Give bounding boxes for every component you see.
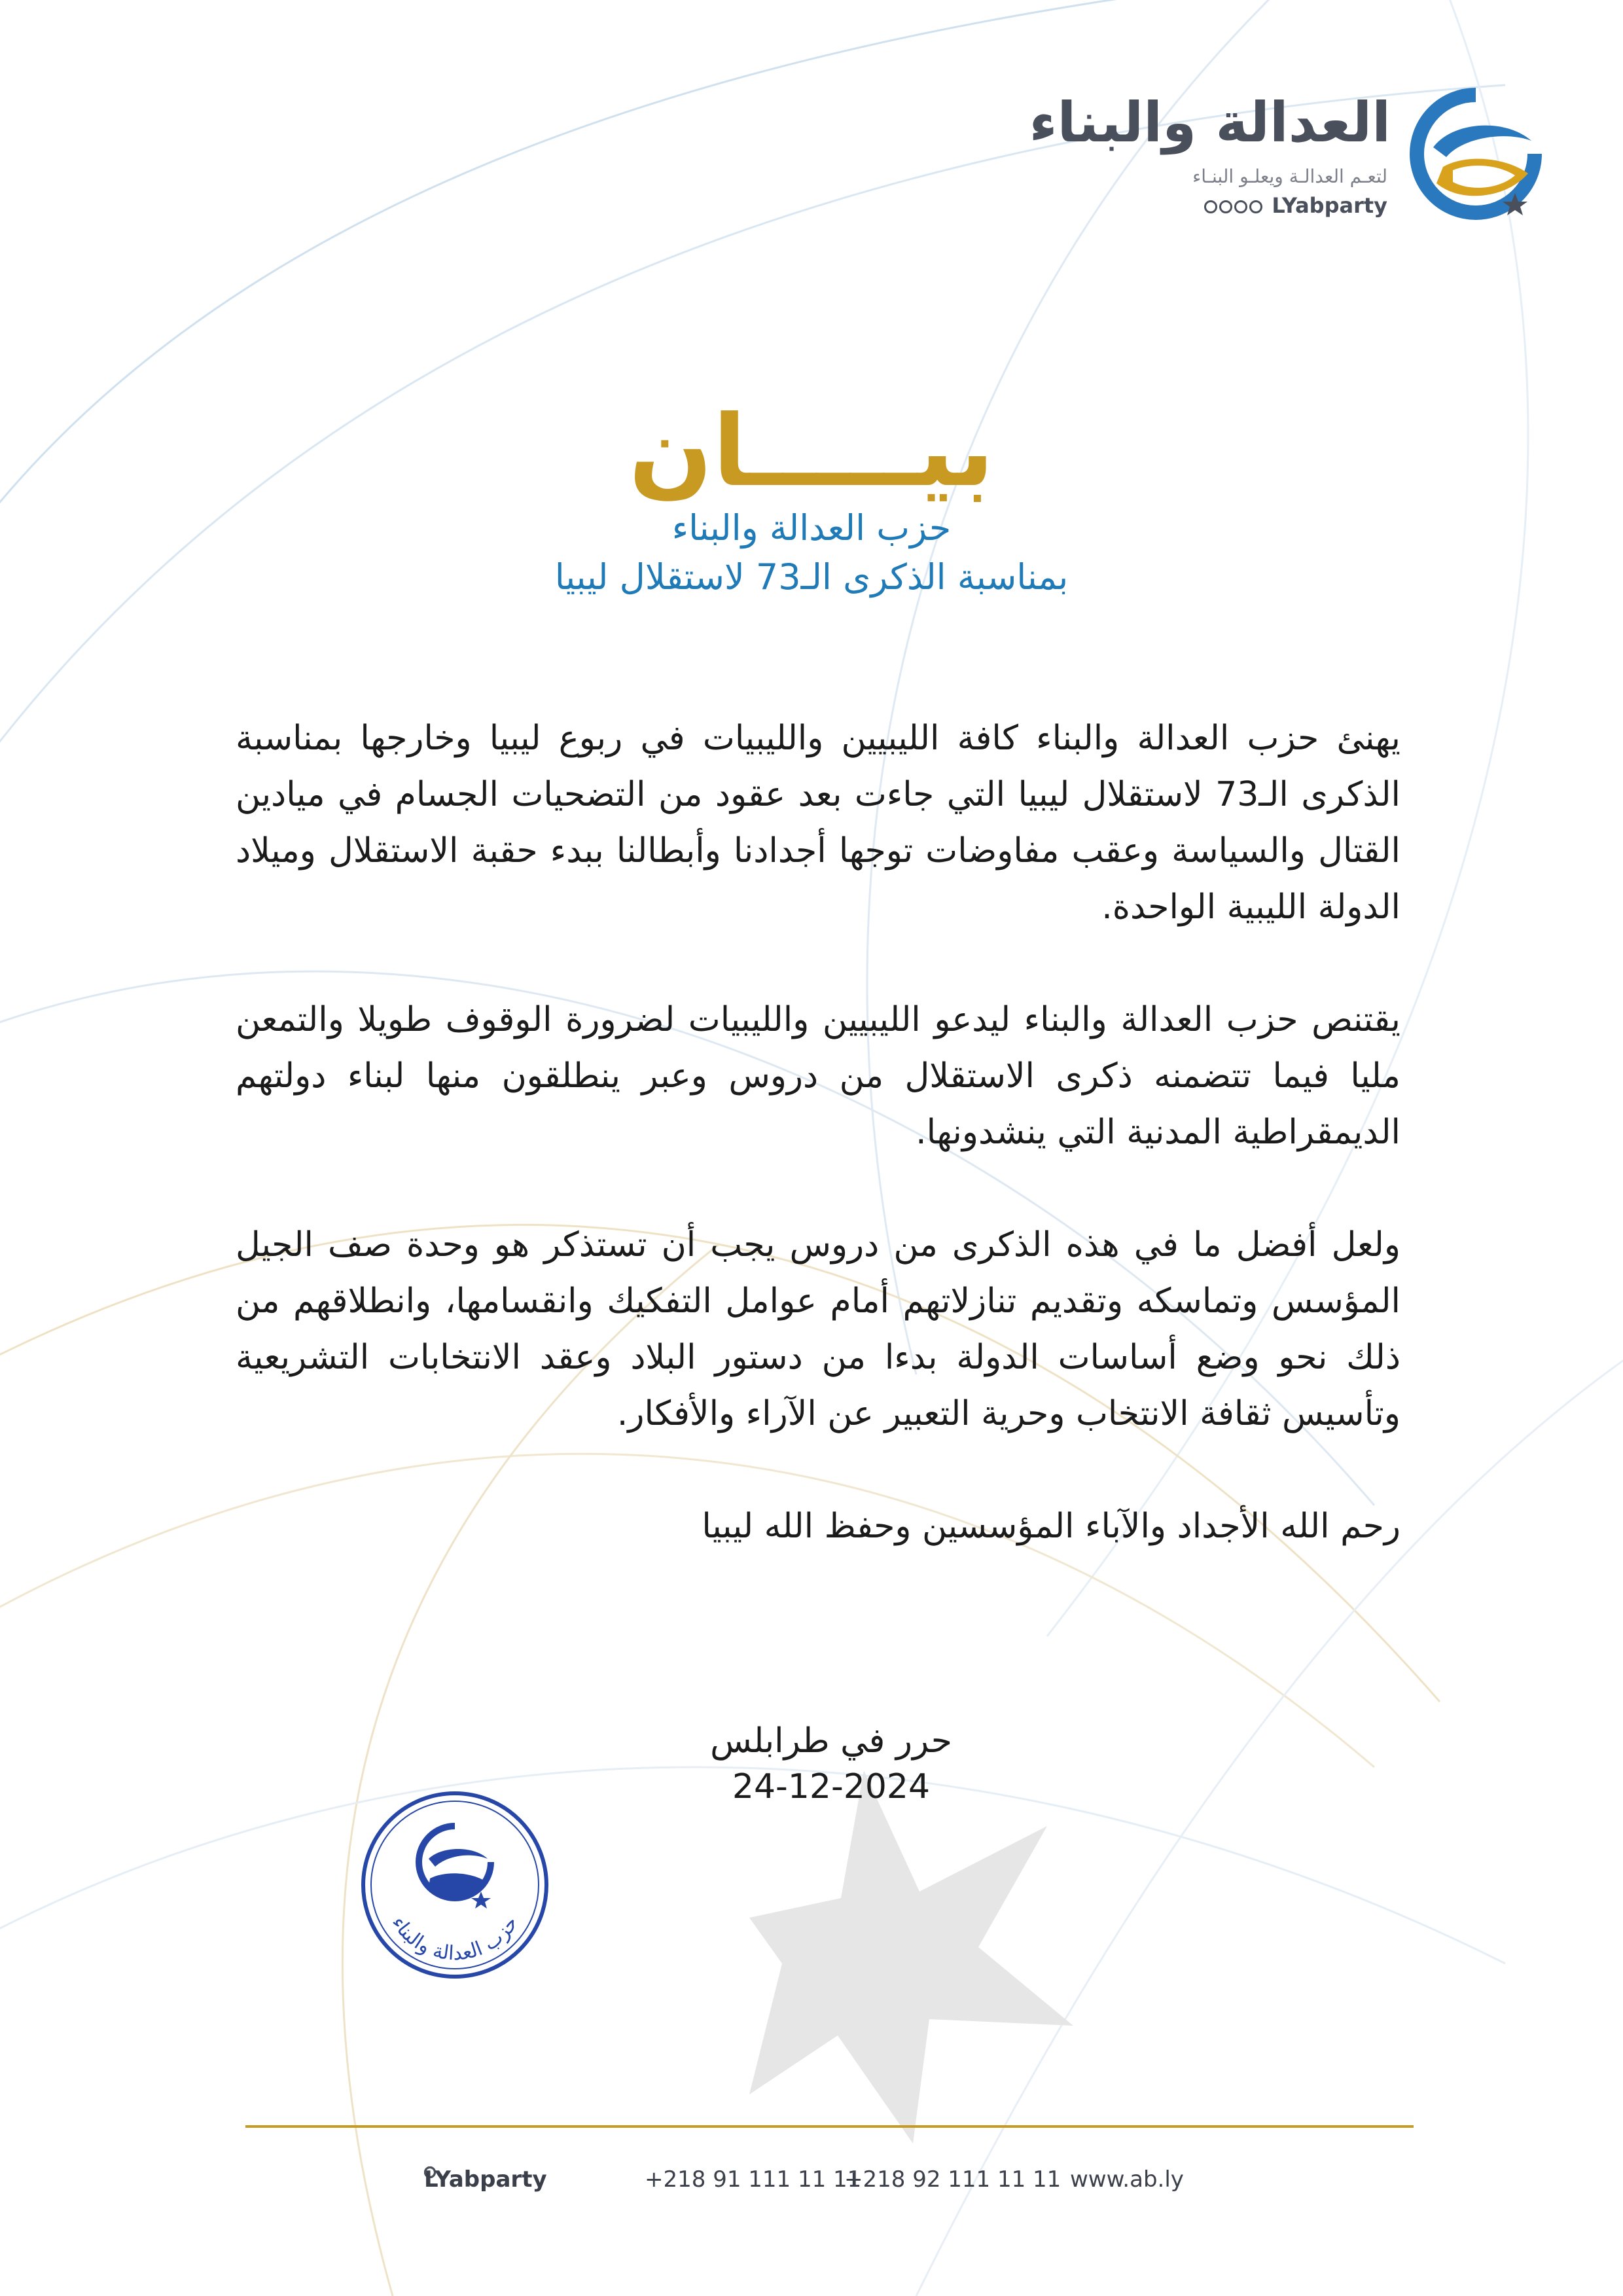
- footer-phone-1[interactable]: +218 91 111 11 11: [645, 2166, 862, 2193]
- footer: [0, 2166, 1623, 2206]
- party-logo: [1029, 75, 1544, 232]
- paragraph-1: يهنئ حزب العدالة والبناء كافة الليبيين والليبيات في ربوع ليبيا وخارجها بمناسبة الذكرى الـ73 لاستقلال ليبيا التي جاءت بعد عقود من التضحيات الجسام في ميادين القتال والسياسة وعقب مفاوضات توجها أجدادنا وأبطالنا ببدء حقبة الاستقلال وميلاد الدولة الليبية الواحدة.: [236, 719, 1400, 927]
- closing-line: رحم الله الأجداد والآباء المؤسسين وحفظ الله ليبيا: [702, 1507, 1400, 1546]
- party-stamp: [357, 1787, 553, 1983]
- footer-divider: [245, 2125, 1414, 2128]
- logo-handle-text: LYabparty: [1272, 193, 1387, 218]
- paragraph-3: ولعل أفضل ما في هذه الذكرى من دروس يجب أن تستذكر هو وحدة صف الجيل المؤسس وتماسكه وتقديم تنازلاتهم أمام عوامل التفكيك وانقسامها، وانطلاقهم من ذلك نحو وضع أساسات الدولة بدءا من دستور البلاد وعقد الانتخابات التشريعية وتأسيس ثقافة الانتخاب وحرية التعبير عن الآراء والأفكار.: [236, 1225, 1400, 1433]
- issued-place: حرر في طرابلس: [710, 1721, 952, 1761]
- star-watermark: [749, 1770, 1073, 2144]
- paragraph-2: يقتنص حزب العدالة والبناء ليدعو الليبيين والليبيات لضرورة الوقوف طويلا والتمعن مليا فيما تتضمنه ذكرى الاستقلال من دروس وعبر ينطلقون منها لبناء دولتهم الديمقراطية المدنية التي ينشدونها.: [236, 1000, 1400, 1152]
- facebook-icon: [1219, 200, 1232, 213]
- youtube-icon: [1234, 200, 1247, 213]
- logo-slogan: لتعـم العدالـة ويعلـو البنـاء: [1192, 166, 1387, 187]
- statement-subtitle-occasion: بمناسبة الذكرى الـ73 لاستقلال ليبيا: [554, 556, 1069, 598]
- x-icon: [1249, 200, 1262, 213]
- issued-date: 24-12-2024: [732, 1767, 931, 1806]
- statement-body: [236, 710, 1400, 1611]
- footer-website-link[interactable]: www.ab.ly: [1070, 2166, 1184, 2193]
- stamp-text: حزب العدالة والبناء: [387, 1912, 523, 1965]
- instagram-icon: [1204, 200, 1217, 213]
- statement-title: بيـــــان: [628, 395, 995, 509]
- footer-handle-text: LYabparty: [424, 2166, 547, 2193]
- logo-social-handle: [1204, 193, 1387, 218]
- statement-subtitle-party: حزب العدالة والبناء: [671, 507, 952, 548]
- place-date-block: [674, 1718, 988, 1810]
- logo-emblem-icon: [1407, 85, 1544, 223]
- logo-party-name: العدالة والبناء: [1029, 90, 1391, 154]
- footer-phone-2[interactable]: +218 92 111 11 11: [844, 2166, 1061, 2193]
